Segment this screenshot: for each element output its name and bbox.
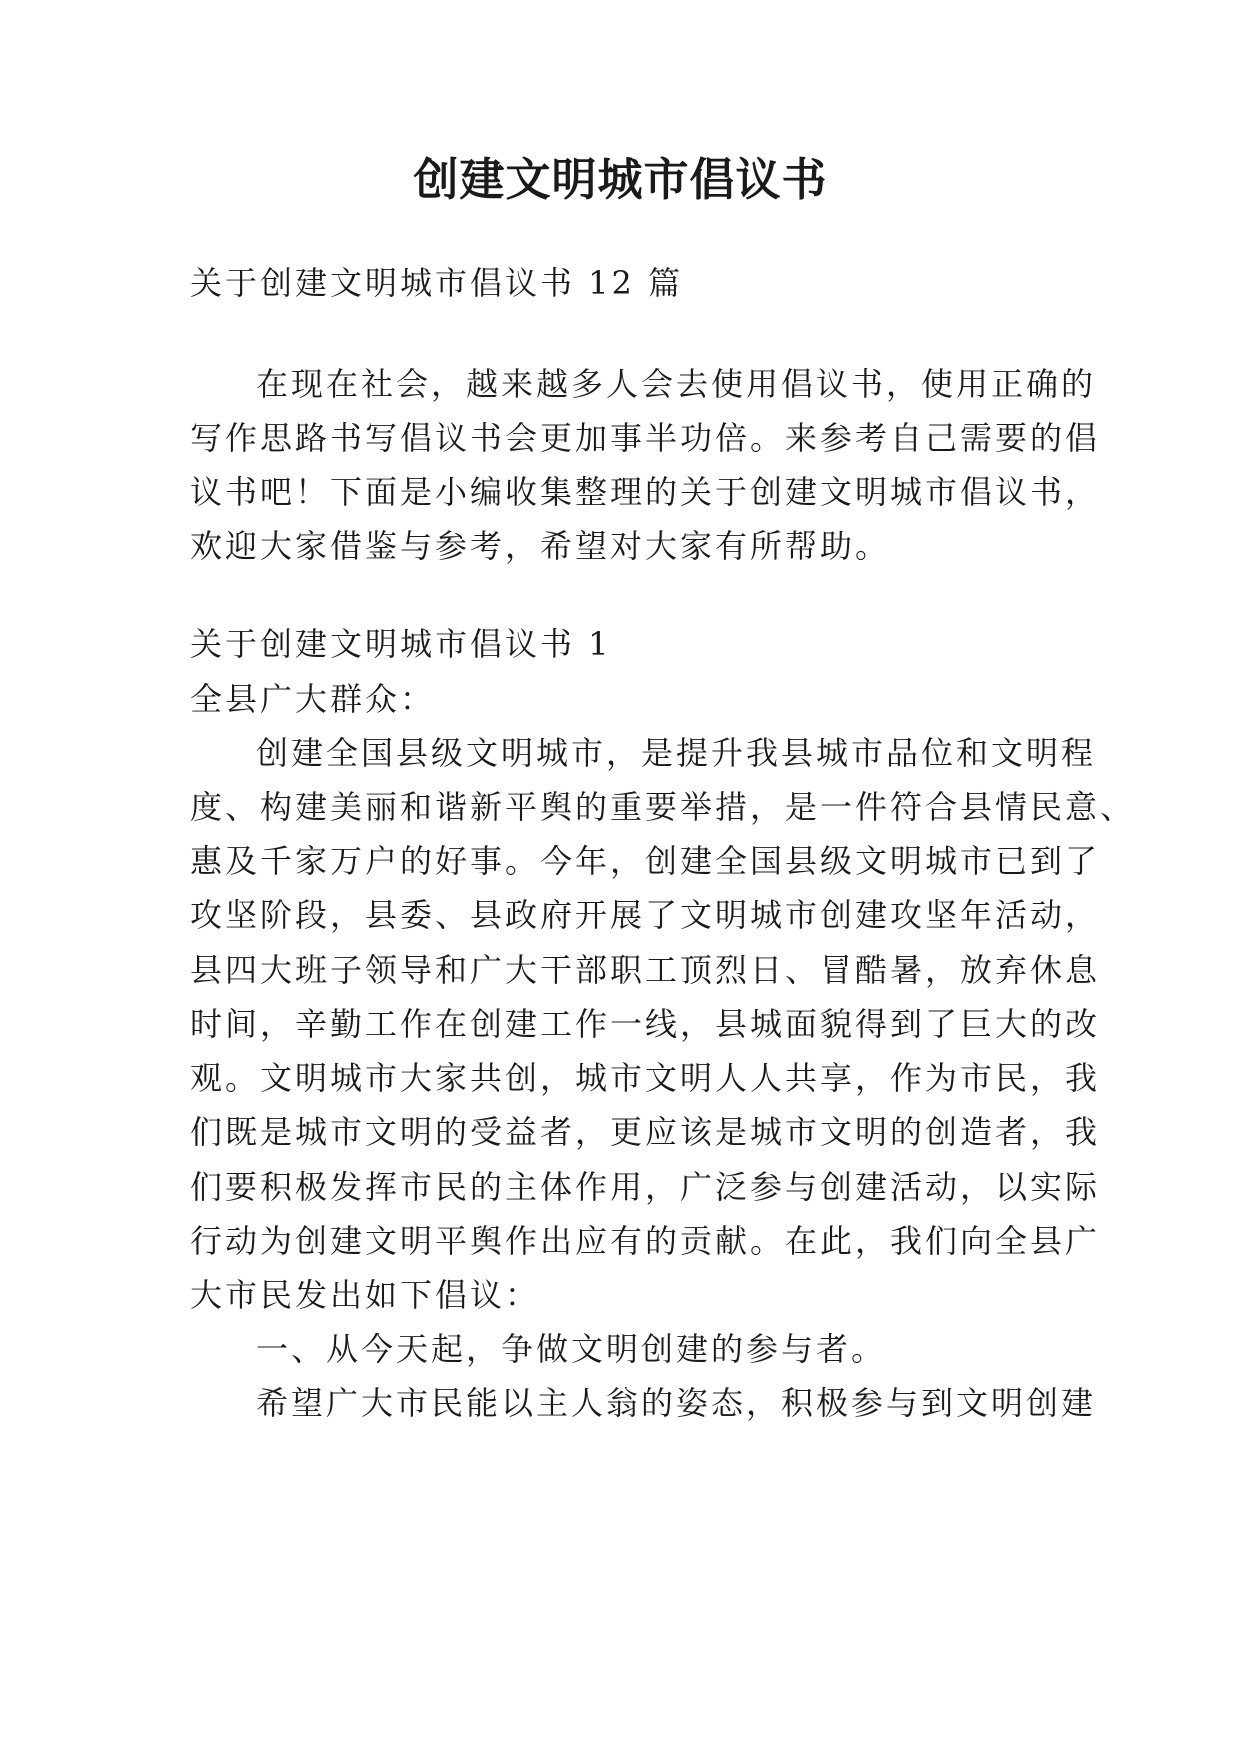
intro-line: 欢迎大家借鉴与参考，希望对大家有所帮助。 — [190, 527, 891, 565]
section-heading: 关于创建文明城市倡议书 1 — [190, 625, 612, 663]
body-line: 时间，辛勤工作在创建工作一线，县城面貌得到了巨大的改 — [190, 1005, 1101, 1043]
body-line: 大市民发出如下倡议： — [190, 1276, 541, 1314]
body-line: 们既是城市文明的受益者，更应该是城市文明的创造者，我 — [190, 1113, 1101, 1151]
intro-line: 议书吧！下面是小编收集整理的关于创建文明城市倡议书， — [190, 473, 1101, 511]
body-line: 惠及千家万户的好事。今年，创建全国县级文明城市已到了 — [190, 842, 1101, 880]
salutation: 全县广大群众： — [190, 680, 436, 718]
body-line: 行动为创建文明平舆作出应有的贡献。在此，我们向全县广 — [190, 1222, 1101, 1260]
body-line: 度、构建美丽和谐新平舆的重要举措，是一件符合县情民意、 — [190, 788, 1136, 826]
body-line: 们要积极发挥市民的主体作用，广泛参与创建活动，以实际 — [190, 1168, 1101, 1206]
document-title: 创建文明城市倡议书 — [413, 153, 828, 206]
point-text-line: 希望广大市民能以主人翁的姿态，积极参与到文明创建 — [256, 1384, 1097, 1422]
body-line: 创建全国县级文明城市，是提升我县城市品位和文明程 — [256, 734, 1097, 772]
intro-line: 在现在社会，越来越多人会去使用倡议书，使用正确的 — [256, 365, 1097, 403]
body-line: 观。文明城市大家共创，城市文明人人共享，作为市民，我 — [190, 1059, 1101, 1097]
intro-line: 写作思路书写倡议书会更加事半功倍。来参考自己需要的倡 — [190, 419, 1101, 457]
document-subtitle: 关于创建文明城市倡议书 12 篇 — [190, 264, 684, 302]
body-line: 攻坚阶段，县委、县政府开展了文明城市创建攻坚年活动， — [190, 896, 1101, 934]
point-heading: 一、从今天起，争做文明创建的参与者。 — [256, 1330, 887, 1368]
body-line: 县四大班子领导和广大干部职工顶烈日、冒酷暑，放弃休息 — [190, 951, 1101, 989]
